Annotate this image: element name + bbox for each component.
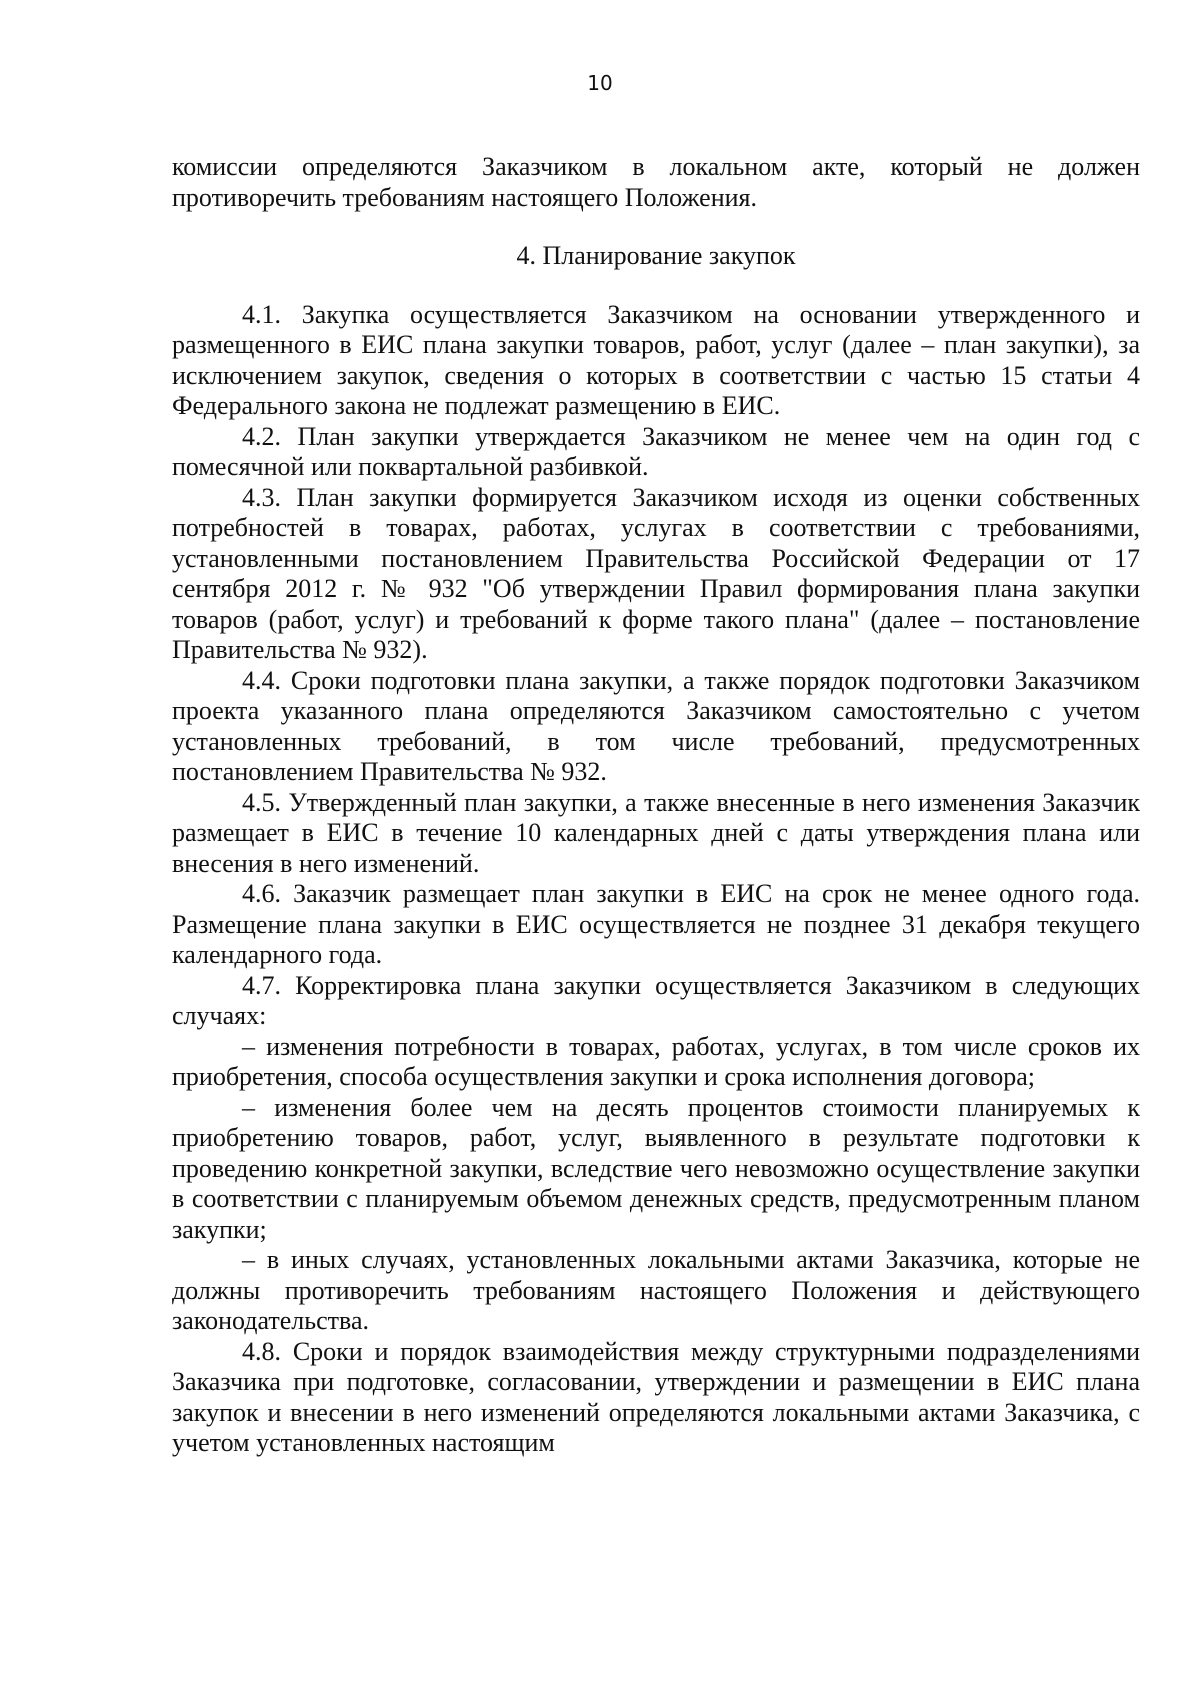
list-item-other-cases: – в иных случаях, установленных локальными актами Заказчика, которые не должны противоречить требованиям настоящего Положения и действующего законодательства. (172, 1245, 1140, 1335)
page-number: 10 (587, 71, 613, 95)
paragraph-4-3: 4.3. План закупки формируется Заказчиком исходя из оценки собственных потребностей в товарах, работах, услугах в соответствии с требованиями, установленными постановлением Правительства Российской Федерации от 17 сентября 2012 г. № 932 "Об утверждении Правил формирования плана закупки товаров (работ, услуг) и требований к форме такого плана" (далее – постановление Правительства № 932). (172, 482, 1140, 664)
paragraph-4-1: 4.1. Закупка осуществляется Заказчиком на основании утвержденного и размещенного в ЕИС плана закупки товаров, работ, услуг (далее – план закупки), за исключением закупок, сведения о которых в соответствии с частью 15 статьи 4 Федерального закона не подлежат размещению в ЕИС. (172, 299, 1140, 420)
paragraph-4-7: 4.7. Корректировка плана закупки осуществляется Заказчиком в следующих случаях: (172, 970, 1140, 1030)
list-item-cost-change: – изменения более чем на десять процентов стоимости планируемых к приобретению товаров, работ, услуг, выявленного в результате подготовки к проведению конкретной закупки, вследствие чего невозможно осуществление закупки в соответствии с планируемым объемом денежных средств, предусмотренным планом закупки; (172, 1092, 1140, 1244)
paragraph-4-2: 4.2. План закупки утверждается Заказчиком не менее чем на один год с помесячной или поквартальной разбивкой. (172, 421, 1140, 481)
section-title: 4. Планирование закупок (516, 241, 796, 270)
paragraph-4-8: 4.8. Сроки и порядок взаимодействия между структурными подразделениями Заказчика при подготовке, согласовании, утверждении и размещении в ЕИС плана закупок и внесении в него изменений определяются локальными актами Заказчика, с учетом установленных настоящим (172, 1336, 1140, 1457)
continuation-paragraph: комиссии определяются Заказчиком в локальном акте, который не должен противоречить требованиям настоящего Положения. (172, 152, 1140, 212)
paragraph-4-5: 4.5. Утвержденный план закупки, а также внесенные в него изменения Заказчик размещает в ЕИС в течение 10 календарных дней с даты утверждения плана или внесения в него изменений. (172, 787, 1140, 878)
document-body (172, 152, 1140, 1459)
paragraph-4-4: 4.4. Сроки подготовки плана закупки, а также порядок подготовки Заказчиком проекта указанного плана определяются Заказчиком самостоятельно с учетом установленных требований, в том числе требований, предусмотренных постановлением Правительства № 932. (172, 665, 1140, 786)
list-item-needs-change: – изменения потребности в товарах, работах, услугах, в том числе сроков их приобретения, способа осуществления закупки и срока исполнения договора; (172, 1031, 1140, 1091)
paragraph-4-6: 4.6. Заказчик размещает план закупки в ЕИС на срок не менее одного года. Размещение плана закупки в ЕИС осуществляется не позднее 31 декабря текущего календарного года. (172, 879, 1140, 969)
